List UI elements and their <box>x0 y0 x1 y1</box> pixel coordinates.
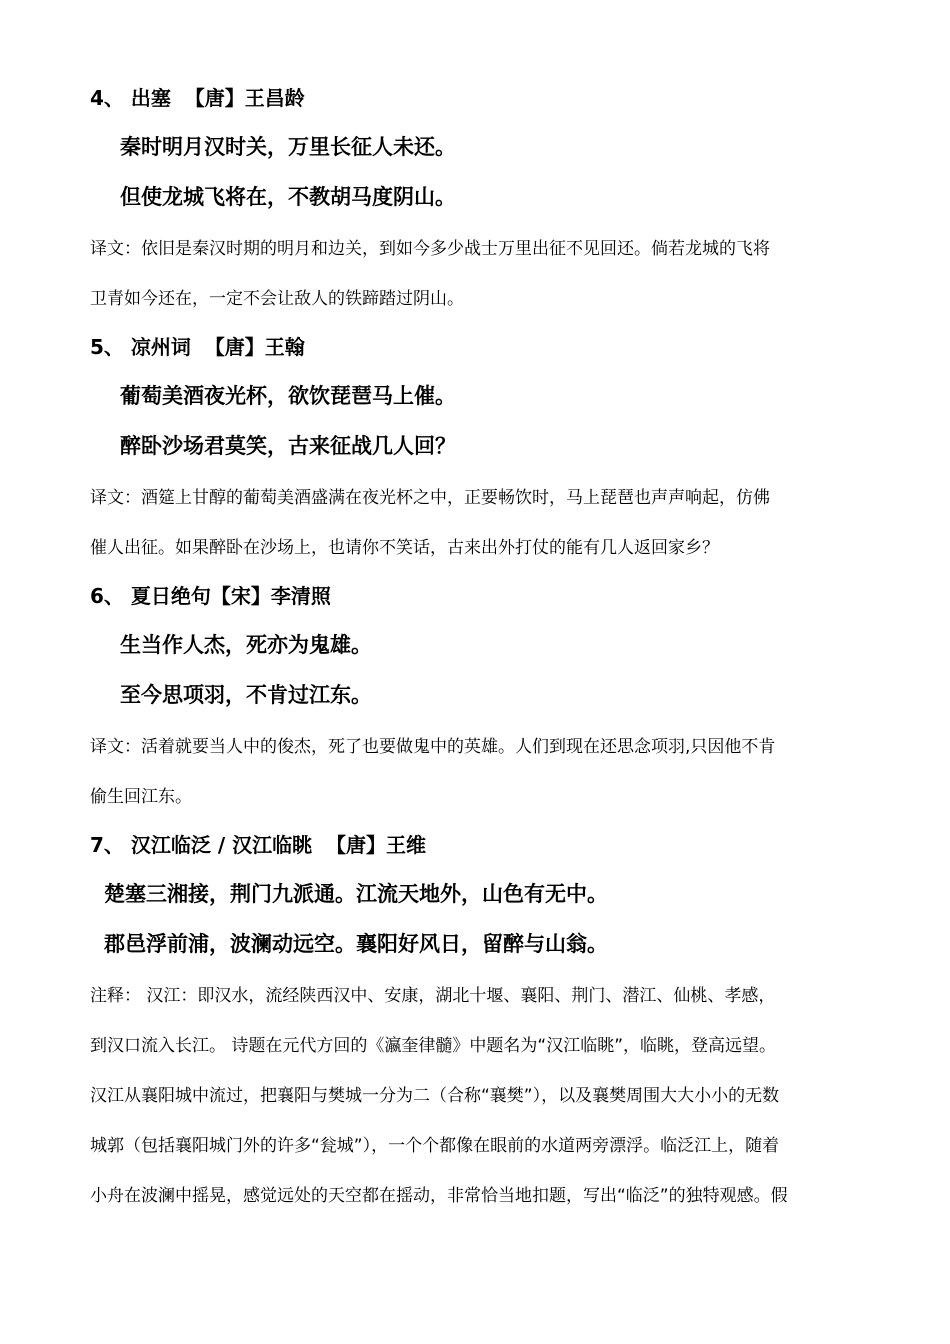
translation-line: 译文：依旧是秦汉时期的明月和边关，到如今多少战士万里出征不见回还。倘若龙城的飞将 <box>90 239 770 259</box>
poem-title: 4、 出塞 【唐】王昌龄 <box>90 86 305 110</box>
translation-line: 偷生回江东。 <box>90 787 192 807</box>
poem-line: 秦时明月汉时关，万里长征人未还。 <box>120 135 456 159</box>
poem-title: 6、 夏日绝句【宋】李清照 <box>90 584 331 608</box>
annotation-line: 到汉口流入长江。 诗题在元代方回的《瀛奎律髓》中题名为“汉江临眺”，临眺，登高远望。 <box>90 1036 777 1056</box>
translation-line: 催人出征。如果醉卧在沙场上，也请你不笑话，古来出外打仗的能有几人返回家乡？ <box>90 538 719 558</box>
poem-line: 葡萄美酒夜光杯，欲饮琵琶马上催。 <box>120 384 456 408</box>
poem-title: 7、 汉江临泛 / 汉江临眺 【唐】王维 <box>90 833 427 857</box>
annotation-line: 汉江从襄阳城中流过，把襄阳与樊城一分为二（合称“襄樊”），以及襄樊周围大大小小的无数 <box>90 1086 780 1106</box>
poem-line: 郡邑浮前浦，波澜动远空。襄阳好风日，留醉与山翁。 <box>104 932 608 956</box>
annotation-line: 注释： 汉江：即汉水，流经陕西汉中、安康，湖北十堰、襄阳、荆门、潜江、仙桃、孝感， <box>90 986 776 1006</box>
poem-line: 醉卧沙场君莫笑，古来征战几人回？ <box>120 434 456 458</box>
translation-line: 译文：酒筵上甘醇的葡萄美酒盛满在夜光杯之中，正要畅饮时，马上琵琶也声声响起，仿佛 <box>90 488 770 508</box>
poem-line: 楚塞三湘接，荆门九派通。江流天地外，山色有无中。 <box>104 882 608 906</box>
poem-line: 至今思项羽，不肯过江东。 <box>120 683 372 707</box>
translation-line: 卫青如今还在，一定不会让敌人的铁蹄踏过阴山。 <box>90 289 464 309</box>
poem-line: 生当作人杰，死亦为鬼雄。 <box>120 633 372 657</box>
poem-title: 5、 凉州词 【唐】王翰 <box>90 335 305 359</box>
translation-line: 译文：活着就要当人中的俊杰，死了也要做鬼中的英雄。人们到现在还思念项羽,只因他不肯 <box>90 737 776 757</box>
poem-line: 但使龙城飞将在，不教胡马度阴山。 <box>120 185 456 209</box>
annotation-line: 城郭（包括襄阳城门外的许多“瓮城”），一个个都像在眼前的水道两旁漂浮。临泛江上，随着 <box>90 1136 780 1156</box>
annotation-line: 小舟在波澜中摇晃，感觉远处的天空都在摇动，非常恰当地扣题，写出“临泛”的独特观感。假 <box>90 1186 788 1206</box>
